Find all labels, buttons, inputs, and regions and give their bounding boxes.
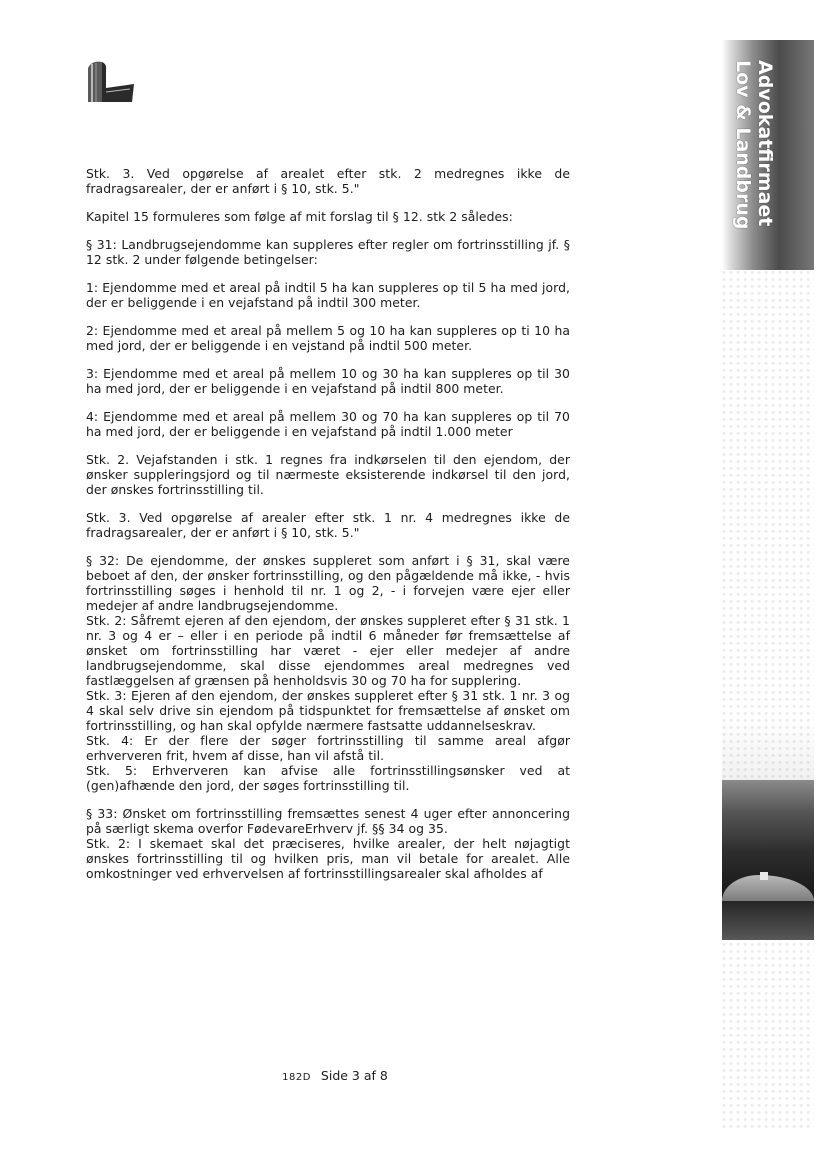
- sidebar-banner: [722, 40, 814, 1130]
- paragraph: § 32: De ejendomme, der ønskes suppleret som anført i § 31, skal være beboet af den, der ønsker fortrinsstilling, og den pågældende må ikke, - hvis fortrinsstilling søges i henhold til nr. 1 og 2, - i forvejen være ejer eller medejer af andre landbrugsejendomme.: [86, 553, 570, 613]
- paragraph: § 31: Landbrugsejendomme kan suppleres efter regler om fortrinsstilling jf. § 12 stk. 2 under følgende betingelser:: [86, 237, 570, 267]
- paragraph: Stk. 2: Såfremt ejeren af den ejendom, der ønskes suppleret efter § 31 stk. 1 nr. 3 og 4 er – eller i en periode på indtil 6 måneder før fremsættelse af ønsket om fortrinsstilling har været - ejer eller medejer af andre landbrugsejendomme, skal disse ejendommes areal medregnes ved fastlæggelsen af grænsen på henholdsvis 30 og 70 ha for supplering.: [86, 613, 570, 688]
- paragraph: § 33: Ønsket om fortrinsstilling fremsættes senest 4 uger efter annoncering på særligt skema overfor FødevareErhverv jf. §§ 34 og 35.: [86, 806, 570, 836]
- landscape-photo: [722, 780, 814, 940]
- paragraph: Stk. 2. Vejafstanden i stk. 1 regnes fra indkørselen til den ejendom, der ønsker suppleringsjord og til nærmeste eksisterende indkørsel til den jord, der ønskes fortrinsstilling til.: [86, 452, 570, 497]
- paragraph: 2: Ejendomme med et areal på mellem 5 og 10 ha kan suppleres op ti 10 ha med jord, der er beliggende i en vejstand på indtil 500 meter.: [86, 323, 570, 353]
- firm-logo: [86, 56, 138, 106]
- paragraph: Stk. 3. Ved opgørelse af arealer efter stk. 1 nr. 4 medregnes ikke de fradragsarealer, der er anført i § 10, stk. 5.": [86, 510, 570, 540]
- paragraph: Stk. 5: Erhververen kan afvise alle fortrinsstillingsønsker ved at (gen)afhænde den jord, der søges fortrinsstilling til.: [86, 763, 570, 793]
- paragraph: Stk. 3: Ejeren af den ejendom, der ønskes suppleret efter § 31 stk. 1 nr. 3 og 4 skal selv drive sin ejendom på tidspunktet for fremsættelse af ønsket om fortrinsstilling, og han skal opfylde nærmere fastsatte uddannelseskrav.: [86, 688, 570, 733]
- paragraph: 3: Ejendomme med et areal på mellem 10 og 30 ha kan suppleres op til 30 ha med jord, der er beliggende i en vejafstand på indtil 800 meter.: [86, 366, 570, 396]
- firm-name-line1: Advokatfirmaet: [754, 60, 776, 227]
- page-footer: [200, 1068, 470, 1083]
- paragraph: Stk. 2: I skemaet skal det præciseres, hvilke arealer, der helt nøjagtigt ønskes fortrinsstilling til og hvilken pris, man vil betale for arealet. Alle omkostninger ved erhvervelsen af fortrinsstillingsarealer skal afholdes af: [86, 836, 570, 881]
- paragraph: Stk. 4: Er der flere der søger fortrinsstilling til samme areal afgør erhververen frit, hvem af disse, han vil afstå til.: [86, 733, 570, 763]
- paragraph: Kapitel 15 formuleres som følge af mit forslag til § 12. stk 2 således:: [86, 209, 513, 224]
- landscape-hills: [722, 875, 814, 901]
- paragraph: 1: Ejendomme med et areal på indtil 5 ha kan suppleres op til 5 ha med jord, der er beliggende i en vejafstand på indtil 300 meter.: [86, 280, 570, 310]
- landscape-building: [760, 872, 768, 880]
- paragraph: Stk. 3. Ved opgørelse af arealet efter stk. 2 medregnes ikke de fradragsarealer, der er anført i § 10, stk. 5.": [86, 166, 570, 196]
- firm-name-line2: Lov & Landbrug: [732, 60, 754, 230]
- document-code: 182D: [282, 1072, 311, 1083]
- paragraph: 4: Ejendomme med et areal på mellem 30 og 70 ha kan suppleres op til 70 ha med jord, der er beliggende i en vejafstand på indtil 1.000 meter: [86, 409, 570, 439]
- firm-name: [732, 60, 776, 230]
- document-body: [86, 166, 570, 881]
- page-number: Side 3 af 8: [320, 1068, 388, 1083]
